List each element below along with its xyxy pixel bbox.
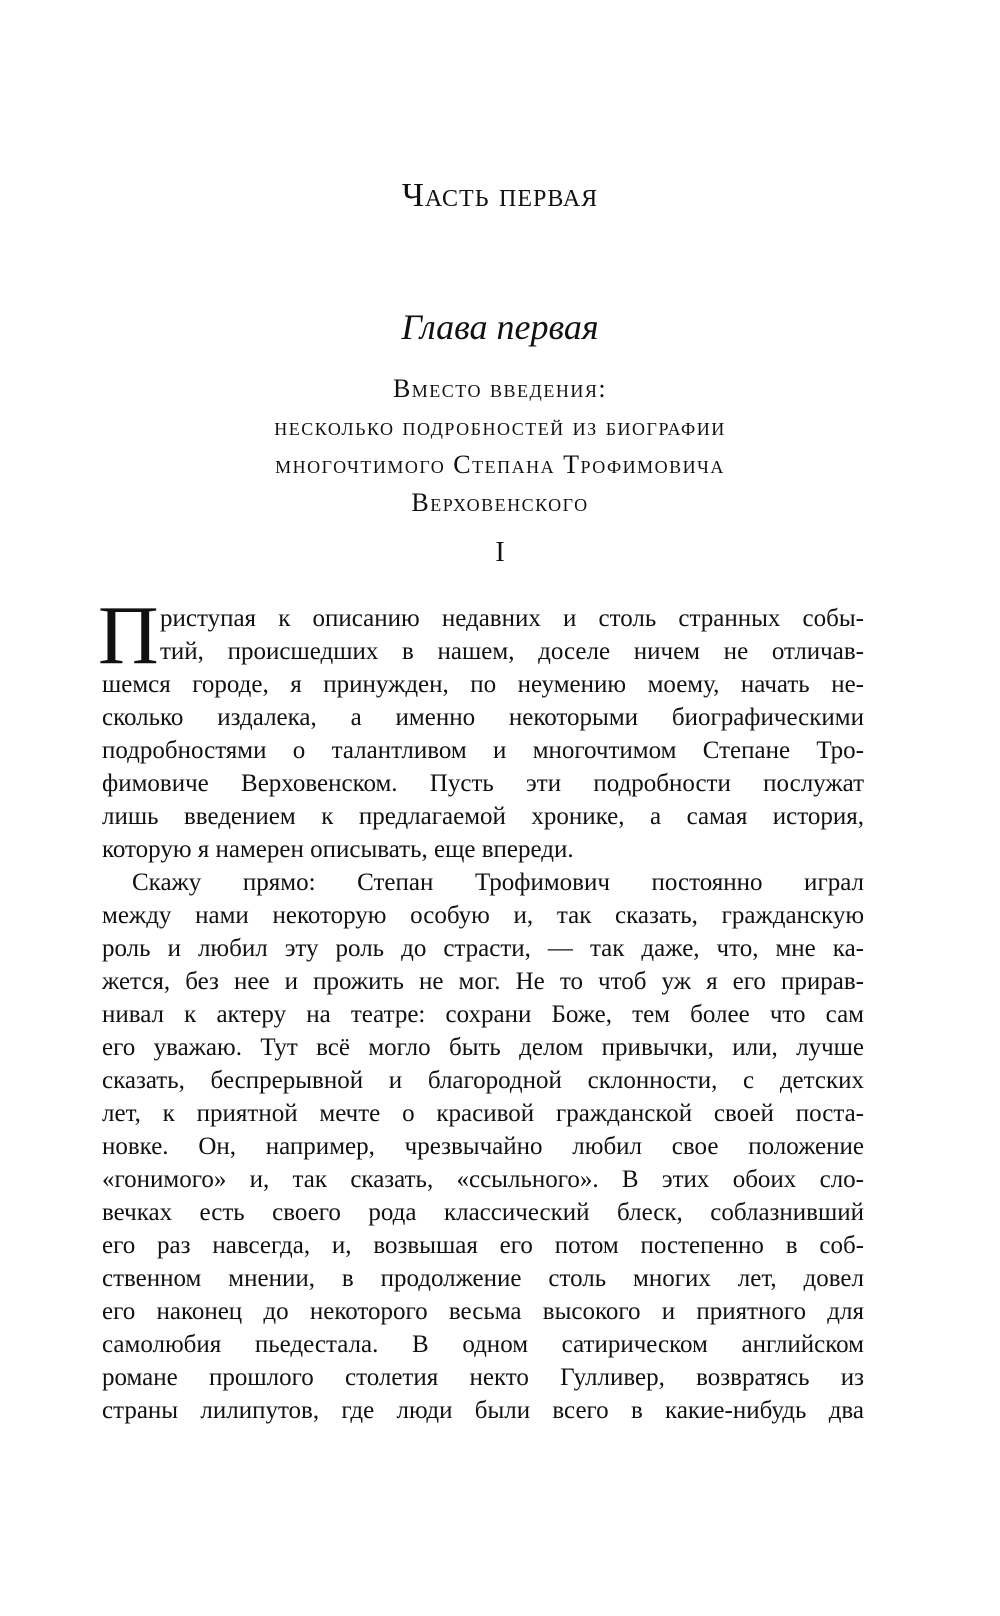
- chapter-subtitle: [0, 370, 1000, 522]
- body-text: [98, 589, 864, 1427]
- text-line: страны лилипутов, где люди были всего в какие-нибудь два: [102, 1397, 864, 1424]
- text-line: тий, происшедших в нашем, доселе ничем не отличав-: [160, 638, 864, 665]
- section-number: I: [495, 537, 505, 568]
- text-line: между нами некоторую особую и, так сказать, гражданскую: [102, 902, 864, 929]
- chapter-subtitle-line: Вместо введения:: [392, 374, 608, 403]
- text-line: его уважаю. Тут всё могло быть делом привычки, или, лучше: [102, 1034, 864, 1061]
- text-line: жется, без нее и прожить не мог. Не то чтоб уж я его прирав-: [102, 968, 864, 995]
- text-line: вечках есть своего рода классический блеск, соблазнивший: [102, 1199, 864, 1226]
- text-line: его раз навсегда, и, возвышая его потом постепенно в соб-: [102, 1232, 864, 1259]
- text-line: сколько издалека, а именно некоторыми биографическими: [102, 704, 864, 731]
- text-line: ственном мнении, в продолжение столь многих лет, довел: [102, 1265, 864, 1292]
- paragraph: [102, 866, 864, 1427]
- part-title: Часть первая: [401, 177, 599, 214]
- paragraph: [102, 602, 864, 866]
- text-line: «гонимого» и, так сказать, «ссыльного». В этих обоих сло-: [102, 1166, 864, 1193]
- chapter-subtitle-line: многочтимого Степана Трофимовича: [275, 450, 725, 479]
- text-line: Скажу прямо: Степан Трофимович постоянно играл: [132, 869, 864, 896]
- text-line: сказать, беспрерывной и благородной склонности, с детских: [102, 1067, 864, 1094]
- text-line: лет, к приятной мечте о красивой гражданской своей поста-: [102, 1100, 864, 1127]
- text-line: романе прошлого столетия некто Гулливер, возвратясь из: [102, 1364, 864, 1391]
- text-line: лишь введением к предлагаемой хронике, а самая история,: [102, 803, 864, 830]
- text-line: новке. Он, например, чрезвычайно любил свое положение: [102, 1133, 864, 1160]
- drop-cap: П: [98, 589, 159, 682]
- text-line: его наконец до некоторого весьма высокого и приятного для: [102, 1298, 864, 1325]
- chapter-subtitle-line: несколько подробностей из биографии: [274, 412, 726, 441]
- text-line: которую я намерен описывать, еще впереди.: [102, 836, 574, 863]
- text-line: риступая к описанию недавних и столь странных собы-: [160, 605, 864, 632]
- chapter-title: Глава первая: [401, 307, 599, 347]
- text-line: роль и любил эту роль до страсти, — так даже, что, мне ка-: [102, 935, 864, 962]
- text-line: фимовиче Верховенском. Пусть эти подробности послужат: [102, 770, 864, 797]
- chapter-subtitle-line: Верховенского: [411, 488, 589, 517]
- text-line: самолюбия пьедестала. В одном сатирическом английском: [102, 1331, 864, 1358]
- text-line: шемся городе, я принужден, по неумению моему, начать не-: [102, 671, 864, 698]
- text-line: нивал к актеру на театре: сохрани Боже, тем более что сам: [102, 1001, 864, 1028]
- text-line: подробностями о талантливом и многочтимом Степане Тро-: [102, 737, 864, 764]
